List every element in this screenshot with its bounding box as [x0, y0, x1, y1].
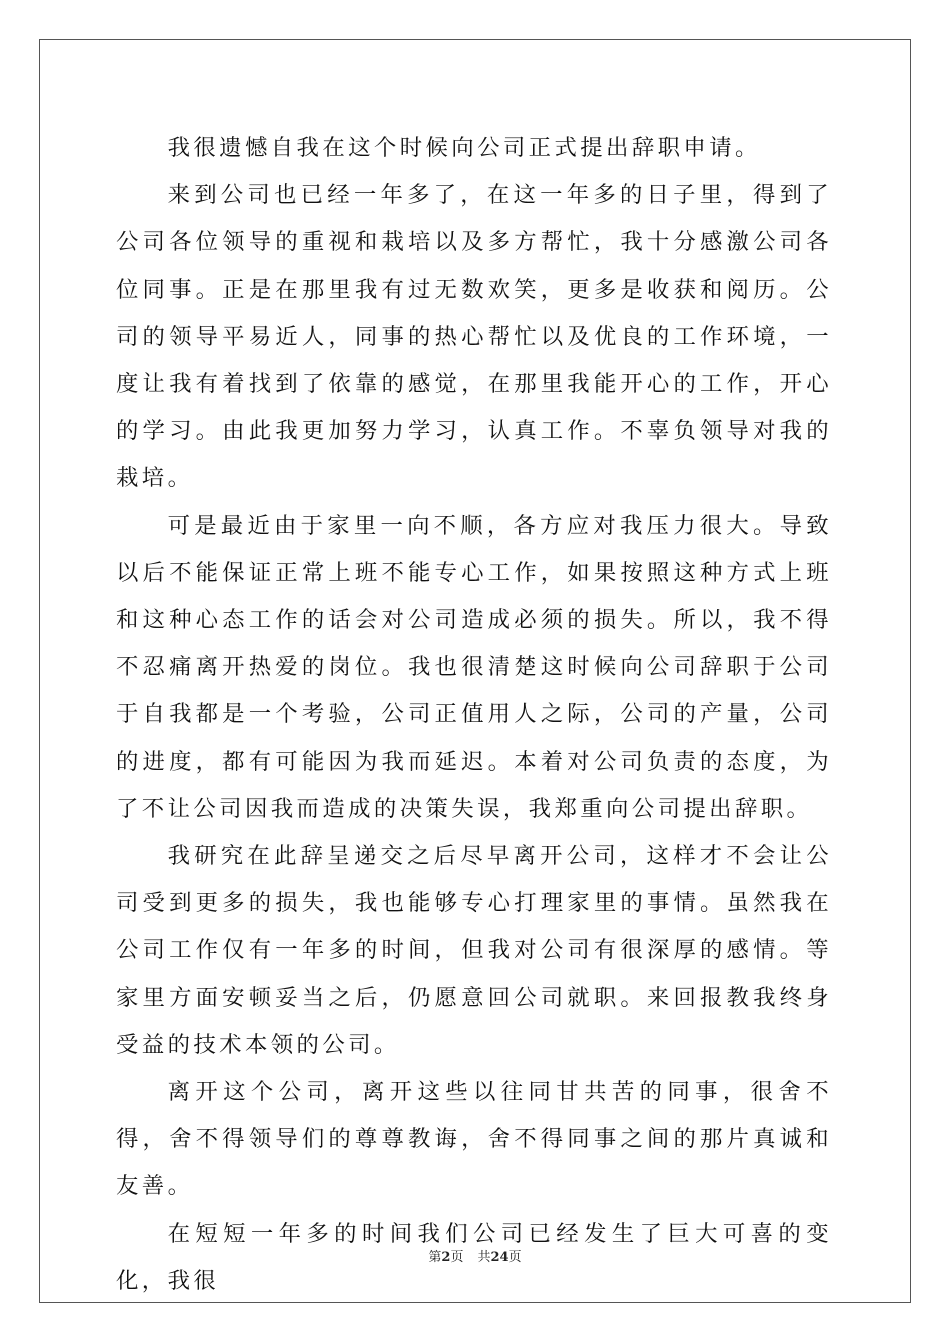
- paragraph: 离开这个公司，离开这些以往同甘共苦的同事，很舍不得，舍不得领导们的尊尊教诲，舍不得同事之间的那片真诚和友善。: [116, 1079, 832, 1200]
- paragraph: 在短短一年多的时间我们公司已经发生了巨大可喜的变化，我很: [116, 1220, 832, 1294]
- paragraph: 来到公司也已经一年多了，在这一年多的日子里，得到了公司各位领导的重视和栽培以及多方帮忙，我十分感激公司各位同事。正是在那里我有过无数欢笑，更多是收获和阅历。公司的领导平易近人，同事的热心帮忙以及优良的工作环境，一度让我有着找到了依靠的感觉，在那里我能开心的工作，开心的学习。由此我更加努力学习，认真工作。不辜负领导对我的栽培。: [116, 182, 832, 492]
- total-pages-number: 24: [490, 1250, 509, 1265]
- page-footer: [0, 1246, 950, 1265]
- paragraph: 我很遗憾自我在这个时候向公司正式提出辞职申请。: [167, 135, 761, 161]
- document-body: [116, 125, 832, 1305]
- page-number-label: 第2页: [428, 1250, 464, 1265]
- total-pages-label: 共24页: [477, 1250, 522, 1265]
- paragraph: 我研究在此辞呈递交之后尽早离开公司，这样才不会让公司受到更多的损失，我也能够专心打理家里的事情。虽然我在公司工作仅有一年多的时间，但我对公司有很深厚的感情。等家里方面安顿妥当之后，仍愿意回公司就职。来回报教我终身受益的技术本领的公司。: [116, 843, 832, 1058]
- current-page-number: 2: [441, 1250, 451, 1265]
- paragraph: 可是最近由于家里一向不顺，各方应对我压力很大。导致以后不能保证正常上班不能专心工作，如果按照这种方式上班和这种心态工作的话会对公司造成必须的损失。所以，我不得不忍痛离开热爱的岗位。我也很清楚这时候向公司辞职于公司于自我都是一个考验，公司正值用人之际，公司的产量，公司的进度，都有可能因为我而延迟。本着对公司负责的态度，为了不让公司因我而造成的决策失误，我郑重向公司提出辞职。: [116, 512, 832, 822]
